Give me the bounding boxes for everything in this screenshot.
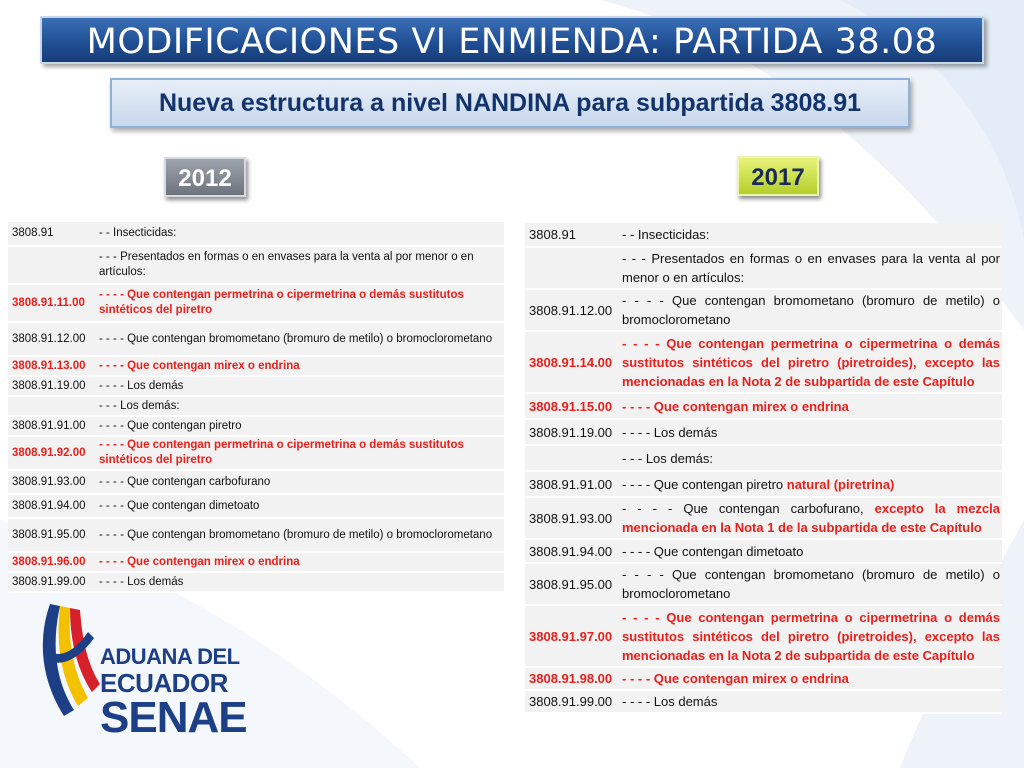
tariff-code: 3808.91.11.00 — [8, 284, 97, 322]
tariff-description: - - - - Que contengan dimetoato — [97, 494, 504, 518]
tariff-code — [8, 396, 97, 416]
tariff-code: 3808.91.15.00 — [525, 393, 620, 419]
table-row — [8, 436, 504, 470]
tariff-description: - - - - Los demás — [97, 572, 504, 592]
tariff-code: 3808.91.12.00 — [525, 289, 620, 331]
tariff-code — [525, 445, 620, 471]
tariff-code: 3808.91.13.00 — [8, 356, 97, 376]
description-text: - - - - Los demás — [622, 424, 718, 440]
table-row — [525, 497, 1002, 539]
tariff-code: 3808.91.19.00 — [525, 419, 620, 445]
table-row — [525, 247, 1002, 289]
tariff-code: 3808.91 — [8, 222, 97, 246]
table-row — [525, 289, 1002, 331]
table-row — [8, 246, 504, 284]
tariff-description: - - - - Que contengan piretro — [97, 416, 504, 436]
tariff-code: 3808.91.99.00 — [8, 572, 97, 592]
tariff-description: - - - Presentados en formas o en envases para la venta al por menor o en artículos: — [97, 246, 504, 284]
tariff-description: - - - - Que contengan mirex o endrina — [97, 552, 504, 572]
table-row — [525, 667, 1002, 690]
year-badge-2017: 2017 — [737, 156, 819, 196]
tariff-description: - - - - Que contengan bromometano (bromuro de metilo) o bromoclorometano — [97, 518, 504, 552]
highlighted-text: - - - - Que contengan permetrina o cipermetrina o demás sustitutos sintéticos del piretro (piretroides), excepto las mencionadas en la Nota 2 de subpartida de este Capítulo — [622, 609, 1000, 663]
tariff-description — [620, 393, 1002, 419]
table-row — [525, 331, 1002, 393]
slide-subtitle: Nueva estructura a nivel NANDINA para subpartida 3808.91 — [110, 78, 910, 128]
tariff-description: - - - - Que contengan mirex o endrina — [97, 356, 504, 376]
senae-logo-text — [100, 646, 247, 740]
tariff-description: - - - - Que contengan permetrina o cipermetrina o demás sustitutos sintéticos del piretro — [97, 284, 504, 322]
description-text: - - Insecticidas: — [622, 227, 710, 242]
table-row — [8, 222, 504, 246]
logo-line-2: ECUADOR — [100, 668, 228, 698]
table-row — [525, 539, 1002, 563]
table-row — [8, 284, 504, 322]
tariff-description — [620, 247, 1002, 289]
table-row — [525, 605, 1002, 667]
description-text: - - - - Los demás — [622, 694, 718, 709]
tariff-code: 3808.91.99.00 — [525, 690, 620, 713]
tariff-code: 3808.91.97.00 — [525, 605, 620, 667]
table-row — [525, 419, 1002, 445]
highlighted-text: - - - - Que contengan mirex o endrina — [622, 671, 849, 686]
tariff-description — [620, 563, 1002, 605]
tariff-code: 3808.91.91.00 — [525, 471, 620, 497]
tariff-code: 3808.91 — [525, 223, 620, 247]
tariff-code: 3808.91.93.00 — [525, 497, 620, 539]
tariff-code: 3808.91.95.00 — [525, 563, 620, 605]
table-row — [525, 223, 1002, 247]
tariff-description — [620, 223, 1002, 247]
logo-line-1: ADUANA DEL — [100, 644, 240, 669]
tariff-description: - - - - Los demás — [97, 376, 504, 396]
tariff-description: - - - Los demás: — [97, 396, 504, 416]
description-text: - - - - Que contengan bromometano (bromuro de metilo) o bromoclorometano — [622, 567, 1000, 601]
tariff-code: 3808.91.94.00 — [525, 539, 620, 563]
table-row — [8, 518, 504, 552]
tariff-description — [620, 331, 1002, 393]
tariff-code: 3808.91.14.00 — [525, 331, 620, 393]
tariff-code: 3808.91.94.00 — [8, 494, 97, 518]
description-text: - - - - Que contengan bromometano (bromuro de metilo) o bromoclorometano — [622, 293, 1000, 327]
table-2012 — [8, 222, 504, 593]
description-text: - - - Presentados en formas o en envases para la venta al por menor o en artículos: — [622, 251, 1000, 285]
logo-line-3: SENAE — [100, 693, 247, 742]
table-2017 — [525, 223, 1002, 714]
table-row — [8, 494, 504, 518]
slide-title: MODIFICACIONES VI ENMIENDA: PARTIDA 38.08 — [40, 16, 984, 64]
tariff-description: - - - - Que contengan carbofurano — [97, 470, 504, 494]
table-row — [8, 322, 504, 356]
tariff-description: - - - - Que contengan bromometano (bromuro de metilo) o bromoclorometano — [97, 322, 504, 356]
tariff-description — [620, 539, 1002, 563]
tariff-code: 3808.91.98.00 — [525, 667, 620, 690]
table-row — [8, 376, 504, 396]
table-row — [8, 572, 504, 592]
table-row — [525, 445, 1002, 471]
tariff-description — [620, 419, 1002, 445]
tariff-code: 3808.91.92.00 — [8, 436, 97, 470]
tariff-description — [620, 471, 1002, 497]
tariff-code — [8, 246, 97, 284]
description-text: - - - - Que contengan carbofurano, — [622, 501, 875, 516]
tariff-code: 3808.91.12.00 — [8, 322, 97, 356]
tariff-description — [620, 289, 1002, 331]
table-row — [8, 470, 504, 494]
year-badge-2012: 2012 — [164, 157, 246, 197]
tariff-code — [525, 247, 620, 289]
table-row — [8, 356, 504, 376]
tariff-description — [620, 605, 1002, 667]
tariff-description — [620, 667, 1002, 690]
table-row — [8, 552, 504, 572]
tariff-code: 3808.91.91.00 — [8, 416, 97, 436]
tariff-description — [620, 445, 1002, 471]
tariff-description — [620, 690, 1002, 713]
table-row — [525, 563, 1002, 605]
table-row — [525, 393, 1002, 419]
highlighted-text: excepto la mezcla mencionada en la Nota 1 de la subpartida de este Capítulo — [622, 501, 1001, 535]
tariff-code: 3808.91.96.00 — [8, 552, 97, 572]
table-row — [8, 396, 504, 416]
tariff-description: - - - - Que contengan permetrina o cipermetrina o demás sustitutos sintéticos del piretro — [97, 436, 504, 470]
description-text: - - - - Que contengan dimetoato — [622, 543, 804, 559]
highlighted-text: natural (piretrina) — [786, 476, 895, 492]
tariff-code: 3808.91.95.00 — [8, 518, 97, 552]
table-row — [525, 471, 1002, 497]
table-row — [8, 416, 504, 436]
description-text: - - - Los demás: — [622, 450, 714, 466]
table-row — [525, 690, 1002, 713]
tariff-code: 3808.91.93.00 — [8, 470, 97, 494]
description-text: - - - - Que contengan piretro — [622, 476, 787, 492]
highlighted-text: - - - - Que contengan mirex o endrina — [622, 398, 849, 414]
tariff-code: 3808.91.19.00 — [8, 376, 97, 396]
tariff-description: - - Insecticidas: — [97, 222, 504, 246]
tariff-description — [620, 497, 1002, 539]
highlighted-text: - - - - Que contengan permetrina o cipermetrina o demás sustitutos sintéticos del piretro (piretroides), excepto las mencionadas en la Nota 2 de subpartida de este Capítulo — [622, 335, 1000, 389]
